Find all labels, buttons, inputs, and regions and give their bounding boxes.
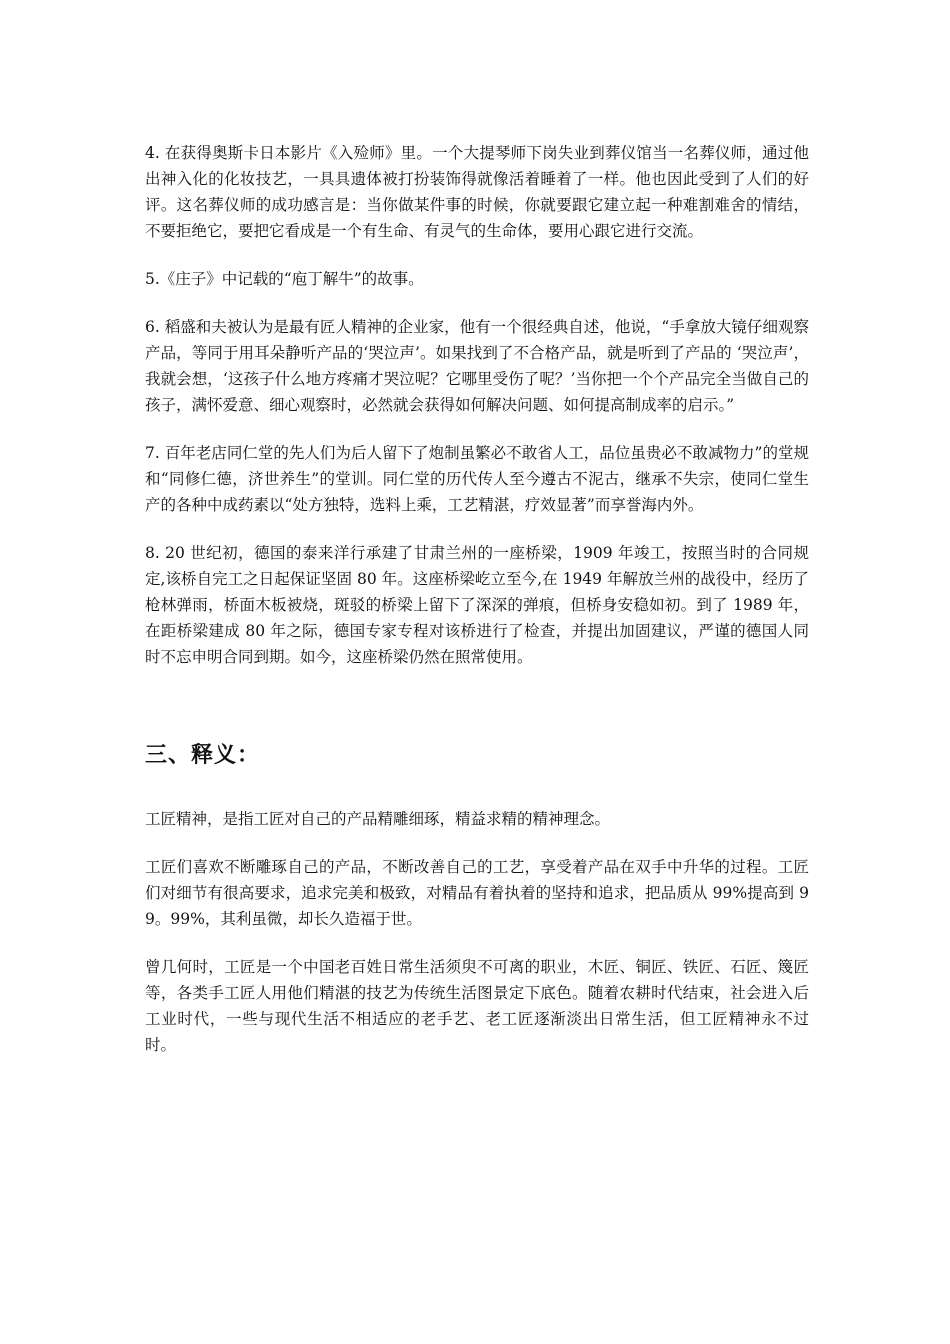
paragraph-example-5: 5.《庄子》中记载的“庖丁解牛”的故事。 [145, 270, 424, 288]
paragraph-example-4: 4. 在获得奥斯卡日本影片《入殓师》里。一个大提琴师下岗失业到葬仪馆当一名葬仪师，通过他出神入化的化妆技艺，一具具遗体被打扮装饰得就像活着睡着了一样。他也因此受到了人们的好评。这名葬仪师的成功感言是：当你做某件事的时候，你就要跟它建立起一种难割难舍的情结，不要拒绝它，要把它看成是一个有生命、有灵气的生命体，要用心跟它进行交流。 [145, 144, 809, 240]
paragraph-definition: 工匠精神，是指工匠对自己的产品精雕细琢，精益求精的精神理念。 [145, 810, 611, 828]
section-heading: 三、释义： [145, 742, 261, 768]
paragraph-craft-detail: 工匠们喜欢不断雕琢自己的产品，不断改善自己的工艺，享受着产品在双手中升华的过程。工匠们对细节有很高要求，追求完美和极致，对精品有着执着的坚持和追求，把品质从 99%提高到 99。99%，其利虽微，却长久造福于世。 [145, 858, 809, 928]
paragraph-example-6: 6. 稻盛和夫被认为是最有匠人精神的企业家，他有一个很经典自述，他说，“手拿放大镜仔细观察产品，等同于用耳朵静听产品的‘哭泣声’。如果找到了不合格产品，就是听到了产品的 ‘哭泣声’，我就会想，‘这孩子什么地方疼痛才哭泣呢？它哪里受伤了呢？’当你把一个个产品完全当做自己的孩子，满怀爱意、细心观察时，必然就会获得如何解决问题、如何提高制成率的启示。” [145, 318, 809, 414]
document-page [145, 140, 809, 1058]
paragraph-example-8: 8. 20 世纪初，德国的泰来洋行承建了甘肃兰州的一座桥梁，1909 年竣工，按照当时的合同规定,该桥自完工之日起保证坚固 80 年。这座桥梁屹立至今,在 1949 年解放兰州的战役中，经历了枪林弹雨，桥面木板被烧，斑驳的桥梁上留下了深深的弹痕，但桥身安稳如初。到了 1989 年，在距桥梁建成 80 年之际，德国专家专程对该桥进行了检查，并提出加固建议，严谨的德国人同时不忘申明合同到期。如今，这座桥梁仍然在照常使用。 [145, 544, 809, 666]
paragraph-example-7: 7. 百年老店同仁堂的先人们为后人留下了炮制虽繁必不敢省人工，品位虽贵必不敢减物力”的堂规和“同修仁德，济世养生”的堂训。同仁堂的历代传人至今遵古不泥古，继承不失宗，使同仁堂生产的各种中成药素以“处方独特，选料上乘，工艺精湛，疗效显著”而享誉海内外。 [145, 444, 809, 514]
paragraph-history: 曾几何时，工匠是一个中国老百姓日常生活须臾不可离的职业，木匠、铜匠、铁匠、石匠、篾匠等，各类手工匠人用他们精湛的技艺为传统生活图景定下底色。随着农耕时代结束，社会进入后工业时代，一些与现代生活不相适应的老手艺、老工匠逐渐淡出日常生活，但工匠精神永不过时。 [145, 958, 809, 1054]
